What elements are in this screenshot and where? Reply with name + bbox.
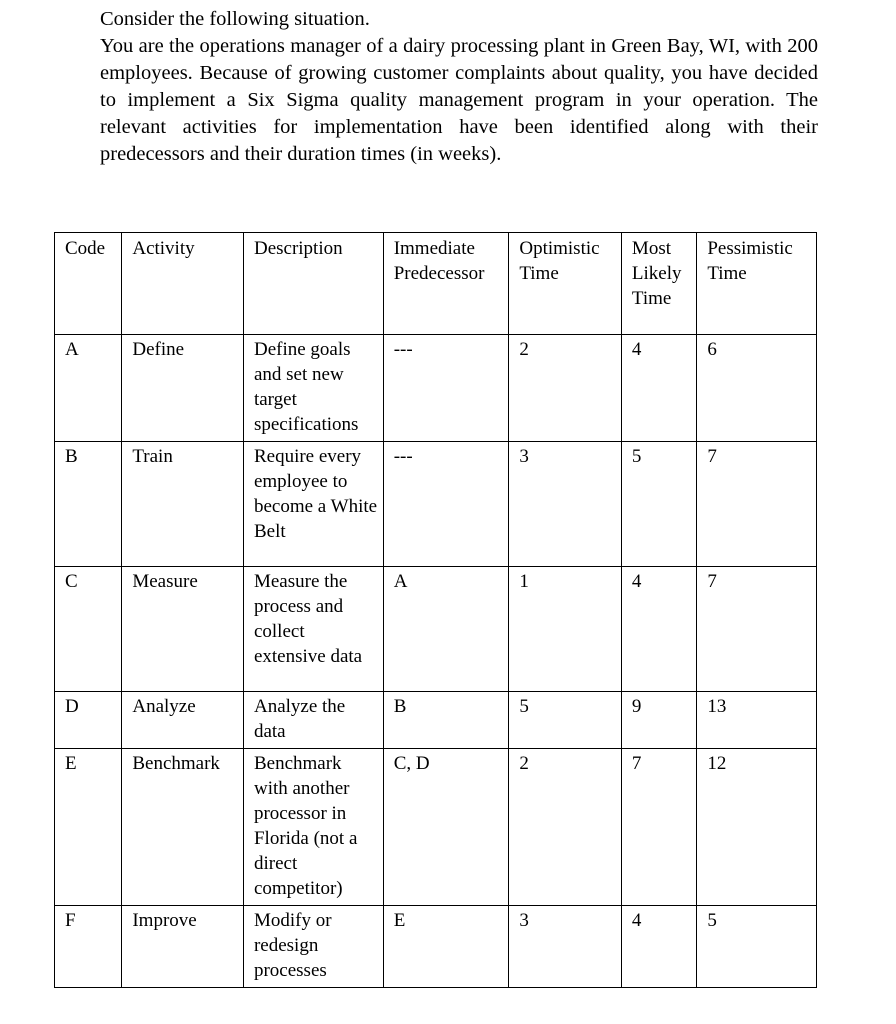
- activity-table: [54, 232, 817, 988]
- cell-optimistic: 3: [509, 442, 622, 567]
- cell-description: Analyze the data: [243, 692, 383, 749]
- cell-optimistic: 3: [509, 906, 622, 988]
- cell-code: C: [55, 567, 122, 692]
- header-most-likely: Most Likely Time: [621, 233, 696, 335]
- cell-pessimistic: 13: [697, 692, 817, 749]
- cell-description: Benchmark with another processor in Florida (not a direct competitor): [243, 749, 383, 906]
- cell-most-likely: 7: [621, 749, 696, 906]
- cell-pessimistic: 5: [697, 906, 817, 988]
- cell-predecessor: ---: [383, 442, 509, 567]
- table-row: [55, 335, 817, 442]
- cell-pessimistic: 7: [697, 442, 817, 567]
- cell-description: Measure the process and collect extensive data: [243, 567, 383, 692]
- table-row: [55, 567, 817, 692]
- cell-most-likely: 9: [621, 692, 696, 749]
- cell-activity: Analyze: [122, 692, 244, 749]
- header-optimistic: Optimistic Time: [509, 233, 622, 335]
- cell-activity: Train: [122, 442, 244, 567]
- cell-code: E: [55, 749, 122, 906]
- cell-activity: Measure: [122, 567, 244, 692]
- table-header-row: [55, 233, 817, 335]
- cell-activity: Benchmark: [122, 749, 244, 906]
- cell-optimistic: 5: [509, 692, 622, 749]
- cell-activity: Define: [122, 335, 244, 442]
- intro-lead: Consider the following situation.: [100, 8, 370, 30]
- cell-description: Require every employee to become a White Belt: [243, 442, 383, 567]
- cell-most-likely: 5: [621, 442, 696, 567]
- cell-code: A: [55, 335, 122, 442]
- cell-code: F: [55, 906, 122, 988]
- cell-code: B: [55, 442, 122, 567]
- cell-pessimistic: 7: [697, 567, 817, 692]
- cell-most-likely: 4: [621, 906, 696, 988]
- table-row: [55, 906, 817, 988]
- cell-predecessor: E: [383, 906, 509, 988]
- intro-paragraph: You are the operations manager of a dairy processing plant in Green Bay, WI, with 200 employees. Because of growing customer complaints about quality, you have decided to implement a Six Sigma quality management program in your operation. The relevant activities for implementation have been identified along with their predecessors and their duration times (in weeks).: [100, 35, 818, 165]
- cell-most-likely: 4: [621, 335, 696, 442]
- intro-text: [100, 6, 818, 168]
- header-pessimistic: Pessimistic Time: [697, 233, 817, 335]
- cell-description: Define goals and set new target specifications: [243, 335, 383, 442]
- header-description: Description: [243, 233, 383, 335]
- cell-optimistic: 1: [509, 567, 622, 692]
- cell-predecessor: A: [383, 567, 509, 692]
- cell-code: D: [55, 692, 122, 749]
- header-activity: Activity: [122, 233, 244, 335]
- header-code: Code: [55, 233, 122, 335]
- cell-pessimistic: 6: [697, 335, 817, 442]
- cell-most-likely: 4: [621, 567, 696, 692]
- cell-predecessor: ---: [383, 335, 509, 442]
- cell-predecessor: C, D: [383, 749, 509, 906]
- cell-description: Modify or redesign processes: [243, 906, 383, 988]
- header-predecessor: Immediate Predecessor: [383, 233, 509, 335]
- table-row: [55, 749, 817, 906]
- cell-activity: Improve: [122, 906, 244, 988]
- cell-predecessor: B: [383, 692, 509, 749]
- cell-optimistic: 2: [509, 335, 622, 442]
- table-row: [55, 442, 817, 567]
- cell-optimistic: 2: [509, 749, 622, 906]
- cell-pessimistic: 12: [697, 749, 817, 906]
- table-row: [55, 692, 817, 749]
